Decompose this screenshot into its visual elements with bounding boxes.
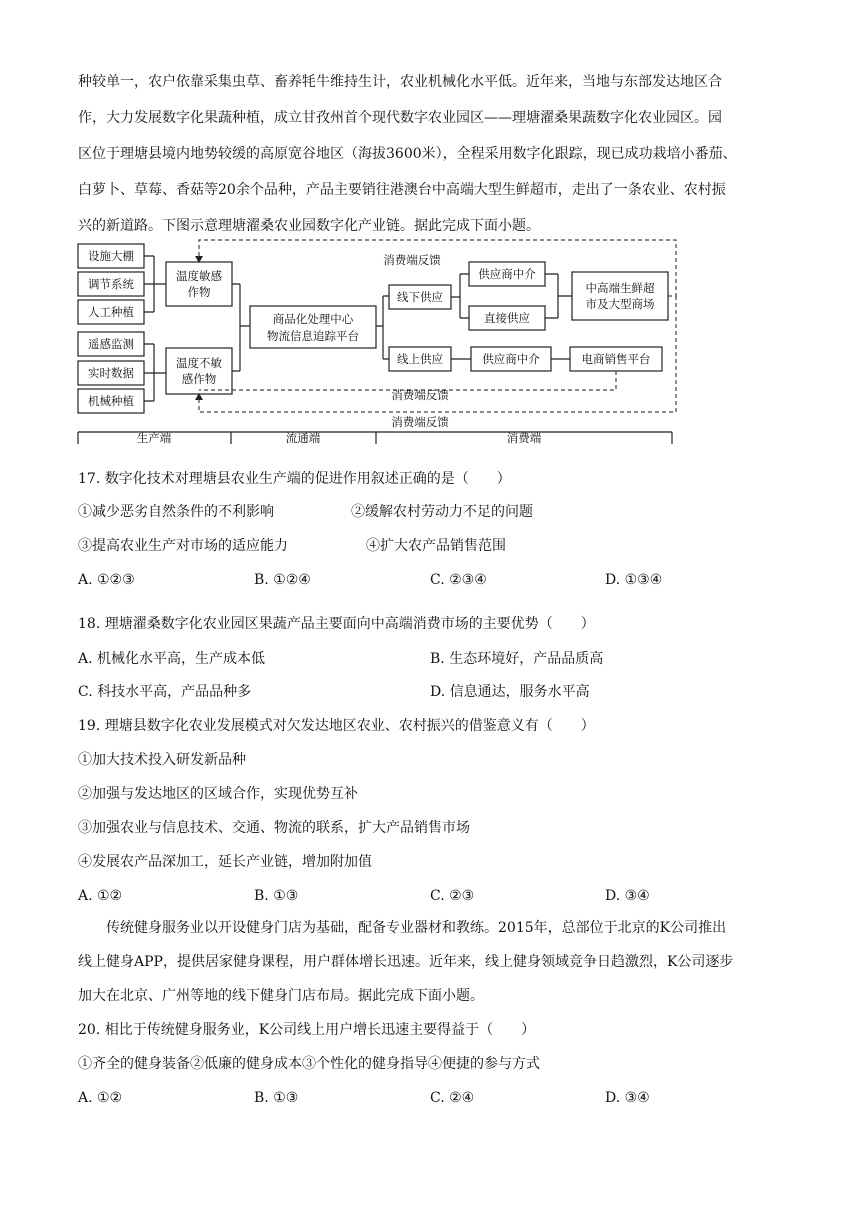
label-regulation-system: 调节系统 [88, 277, 134, 291]
question-stem: 20. 相比于传统健身服务业，K公司线上用户增长迅速主要得益于（ ） [78, 1022, 536, 1038]
option-b: B. ①③ [254, 888, 299, 904]
statement-1: ①加大技术投入研发新品种 [78, 752, 246, 768]
label-mechanical-planting: 机械种植 [88, 394, 134, 408]
label-temp-sensitive-1: 温度敏感 [176, 269, 222, 283]
statement-1: ①减少恶劣自然条件的不利影响 [78, 504, 274, 520]
label-online-supply: 线上供应 [397, 352, 443, 366]
industry-chain-diagram [0, 0, 860, 460]
option-b: B. ①③ [254, 1090, 299, 1106]
question-stem: 18. 理塘濯桑数字化农业园区果蔬产品主要面向中高端消费市场的主要优势（ ） [78, 616, 595, 632]
option-c: C. ②③④ [430, 572, 487, 588]
statement-2: ②加强与发达地区的区域合作，实现优势互补 [78, 786, 358, 802]
option-b: B. ①②④ [254, 572, 311, 588]
label-manual-planting: 人工种植 [88, 305, 134, 319]
option-a: A. ①② [78, 1090, 123, 1106]
option-d: D. ③④ [605, 1090, 650, 1106]
label-segment-circulation: 流通端 [285, 431, 321, 445]
statement-4: ④扩大农产品销售范围 [366, 538, 506, 554]
passage-2-line: 加大在北京、广州等地的线下健身门店布局。据此完成下面小题。 [78, 988, 484, 1004]
option-a: A. 机械化水平高，生产成本低 [78, 651, 266, 667]
passage-1-line: 兴的新道路。下图示意理塘濯桑农业园数字化产业链。据此完成下面小题。 [78, 218, 540, 234]
box-temp-insensitive-crops [166, 348, 232, 394]
passage-1-line: 作，大力发展数字化果蔬种植，成立甘孜州首个现代数字农业园区——理塘濯桑果蔬数字化农业园区。园 [78, 110, 722, 126]
question-stem: 17. 数字化技术对理塘县农业生产端的促进作用叙述正确的是（ ） [78, 471, 511, 487]
passage-1-line: 种较单一，农户依靠采集虫草、畜养牦牛维持生计，农业机械化水平低。近年来，当地与东部发达地区合 [78, 74, 722, 90]
label-supermarket-1: 中高端生鲜超 [585, 281, 655, 295]
option-a: A. ①② [78, 888, 123, 904]
label-feedback-bottom: 消费端反馈 [391, 415, 449, 429]
label-offline-supply: 线下供应 [397, 290, 443, 304]
option-a: A. ①②③ [78, 572, 135, 588]
label-segment-consumption: 消费端 [506, 431, 542, 445]
option-d: D. 信息通达，服务水平高 [430, 684, 590, 700]
question-stem: 19. 理塘县数字化农业发展模式对欠发达地区农业、农村振兴的借鉴意义有（ ） [78, 718, 595, 734]
label-processing-center-1: 商品化处理中心 [272, 312, 354, 326]
statement-3: ③加强农业与信息技术、交通、物流的联系，扩大产品销售市场 [78, 820, 470, 836]
label-direct-supply: 直接供应 [484, 311, 530, 325]
label-feedback-top: 消费端反馈 [383, 253, 441, 267]
option-b: B. 生态环境好，产品品质高 [430, 651, 604, 667]
option-c: C. ②④ [430, 1090, 475, 1106]
label-facility-greenhouse: 设施大棚 [88, 249, 134, 263]
option-d: D. ③④ [605, 888, 650, 904]
label-temp-insensitive-1: 温度不敏 [176, 356, 222, 370]
passage-1-line: 区位于理塘县境内地势较缓的高原宽谷地区（海拔3600米），全程采用数字化跟踪，现已成功栽培小番茄、 [78, 146, 737, 162]
label-processing-center-2: 物流信息追踪平台 [267, 329, 359, 343]
label-segment-production: 生产端 [136, 431, 172, 445]
passage-1-line: 白萝卜、草莓、香菇等20余个品种，产品主要销往港澳台中高端大型生鲜超市，走出了一条农业、农村振 [78, 182, 726, 198]
label-supermarket-2: 市及大型商场 [585, 297, 655, 311]
option-c: C. ②③ [430, 888, 475, 904]
label-feedback-middle: 消费端反馈 [391, 388, 449, 402]
statement-2: ②缓解农村劳动力不足的问题 [351, 504, 533, 520]
statement-4: ④发展农产品深加工，延长产业链，增加附加值 [78, 854, 372, 870]
label-ecommerce-platform: 电商销售平台 [581, 352, 651, 366]
option-c: C. 科技水平高，产品品种多 [78, 684, 252, 700]
option-d: D. ①③④ [605, 572, 663, 588]
box-supermarket [572, 272, 668, 320]
label-temp-sensitive-2: 作物 [187, 285, 211, 299]
passage-2-line: 传统健身服务业以开设健身门店为基础，配备专业器材和教练。2015年，总部位于北京的K公司推出 [106, 920, 727, 936]
label-remote-sensing: 遥感监测 [88, 337, 134, 351]
label-supplier-agent-bottom: 供应商中介 [482, 352, 540, 366]
label-temp-insensitive-2: 感作物 [181, 372, 217, 386]
label-realtime-data: 实时数据 [88, 366, 134, 380]
statement-line: ①齐全的健身装备②低廉的健身成本③个性化的健身指导④便捷的参与方式 [78, 1056, 540, 1072]
label-supplier-agent-top: 供应商中介 [478, 267, 536, 281]
statement-3: ③提高农业生产对市场的适应能力 [78, 538, 288, 554]
passage-2-line: 线上健身APP，提供居家健身课程，用户群体增长迅速。近年来，线上健身领域竞争日趋激烈，K公司逐步 [78, 954, 734, 970]
